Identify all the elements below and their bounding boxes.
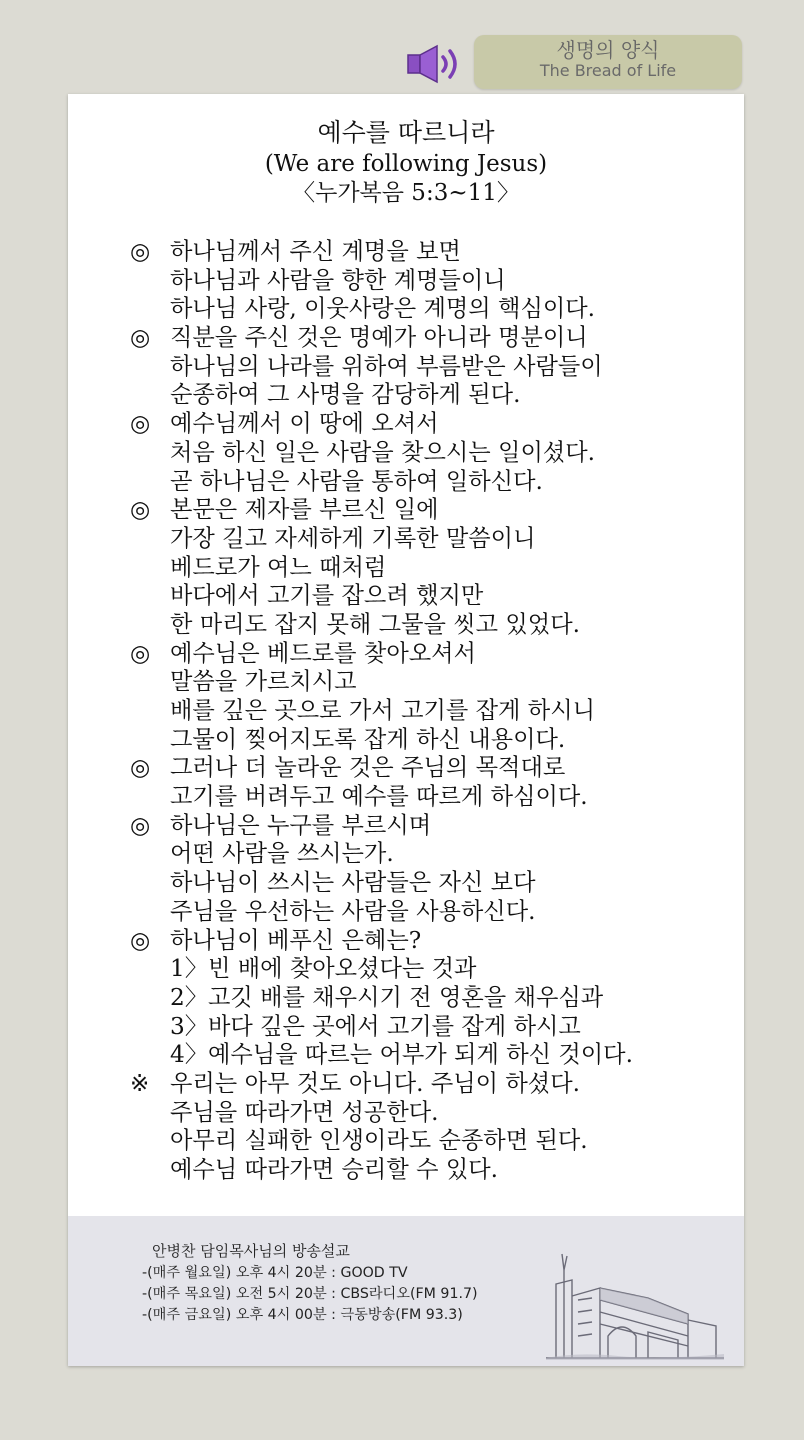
sermon-line-text: 그러나 더 놀라운 것은 주님의 목적대로 [170, 754, 566, 782]
sermon-line [130, 898, 740, 927]
sermon-line-text: 고기를 버려두고 예수를 따르게 하심이다. [170, 783, 588, 811]
sermon-line-text: 하나님과 사람을 향한 계명들이니 [170, 266, 506, 294]
sermon-line-text: 주님을 따라가면 성공한다. [170, 1098, 439, 1126]
sermon-subtitle: (We are following Jesus) [264, 151, 548, 177]
sermon-line [130, 697, 740, 726]
sermon-line [130, 1156, 740, 1185]
sermon-line-text: 예수님께서 이 땅에 오셔서 [170, 410, 439, 438]
broadcast-heading: 안병찬 담임목사님의 방송설교 [152, 1242, 350, 1260]
note-mark: ※ [130, 1069, 150, 1097]
sermon-line-text: 3〉바다 깊은 곳에서 고기를 잡게 하시고 [170, 1012, 581, 1040]
sermon-line [130, 410, 740, 439]
sermon-line [130, 295, 740, 324]
sermon-line [130, 840, 740, 869]
sermon-line [130, 353, 740, 382]
sermon-line-text: 하나님의 나라를 위하여 부름받은 사람들이 [170, 352, 603, 380]
sermon-line-text: 말씀을 가르치시고 [170, 668, 357, 696]
speaker-icon[interactable] [405, 42, 469, 86]
sermon-line [130, 582, 740, 611]
sermon-line [130, 869, 740, 898]
brand-name-english: The Bread of Life [539, 61, 677, 80]
sermon-line-text: 그물이 찢어지도록 잡게 하신 내용이다. [170, 725, 566, 753]
sermon-line [130, 1070, 740, 1099]
sermon-line-text: 곧 하나님은 사람을 통하여 일하신다. [170, 467, 543, 495]
sermon-line-text: 2〉고깃 배를 채우시기 전 영혼을 채우심과 [170, 983, 604, 1011]
scripture-reference: 〈누가복음 5:3~11〉 [292, 180, 520, 206]
sermon-line-text: 하나님이 쓰시는 사람들은 자신 보다 [170, 869, 536, 897]
church-building-icon [538, 1240, 728, 1362]
broadcast-footer [68, 1216, 744, 1366]
broadcast-item: -(매주 월요일) 오후 4시 20분 : GOOD TV [142, 1265, 408, 1281]
bullet-mark: ◎ [130, 496, 151, 524]
sermon-line-text: 어떤 사람을 쓰시는가. [170, 840, 394, 868]
bullet-mark: ◎ [130, 754, 151, 782]
sermon-line-text: 예수님 따라가면 승리할 수 있다. [170, 1156, 499, 1183]
sermon-line [130, 812, 740, 841]
sermon-line [130, 496, 740, 525]
sermon-line [130, 1127, 740, 1156]
sermon-line-text: 아무리 실패한 인생이라도 순종하면 된다. [170, 1127, 588, 1155]
sermon-line-text: 하나님께서 주신 계명을 보면 [170, 238, 461, 265]
sermon-line-text: 바다에서 고기를 잡으려 했지만 [170, 582, 484, 610]
bullet-mark: ◎ [130, 639, 151, 667]
sermon-line-text: 하나님은 누구를 부르시며 [170, 811, 432, 839]
sermon-line-text: 처음 하신 일은 사람을 찾으시는 일이셨다. [170, 438, 596, 466]
sermon-body [130, 238, 740, 1185]
bullet-mark: ◎ [130, 410, 151, 438]
broadcast-item: -(매주 목요일) 오전 5시 20분 : CBS라디오(FM 91.7) [142, 1286, 478, 1302]
sermon-line-text: 한 마리도 잡지 못해 그물을 씻고 있었다. [170, 610, 580, 638]
sermon-line-text: 가장 길고 자세하게 기록한 말씀이니 [170, 524, 536, 552]
sermon-line [130, 640, 740, 669]
sermon-line [130, 955, 740, 984]
sermon-line [130, 267, 740, 296]
bullet-mark: ◎ [130, 324, 151, 352]
brand-badge [474, 35, 742, 89]
sermon-line [130, 1013, 740, 1042]
sermon-line-text: 직분을 주신 것은 명예가 아니라 명분이니 [170, 324, 588, 352]
sermon-line-text: 순종하여 그 사명을 감당하게 된다. [170, 381, 521, 409]
sermon-line [130, 468, 740, 497]
sermon-line-text: 하나님이 베푸신 은혜는? [170, 926, 422, 954]
sermon-line [130, 984, 740, 1013]
broadcast-list [142, 1263, 478, 1326]
sermon-line-text: 예수님은 베드로를 찾아오셔서 [170, 639, 476, 667]
sermon-line [130, 381, 740, 410]
broadcast-item: -(매주 금요일) 오후 4시 00분 : 극동방송(FM 93.3) [142, 1307, 463, 1323]
sermon-line [130, 668, 740, 697]
sermon-line [130, 754, 740, 783]
sermon-line [130, 439, 740, 468]
sermon-line-text: 하나님 사랑, 이웃사랑은 계명의 핵심이다. [170, 295, 596, 323]
sermon-line [130, 238, 740, 267]
sermon-line-text: 4〉예수님을 따르는 어부가 되게 하신 것이다. [170, 1041, 633, 1069]
sermon-title: 예수를 따르니라 [317, 118, 495, 147]
sermon-line [130, 1041, 740, 1070]
sermon-line [130, 324, 740, 353]
sermon-line [130, 554, 740, 583]
bullet-mark: ◎ [130, 238, 151, 265]
sermon-line-text: 주님을 우선하는 사람을 사용하신다. [170, 897, 536, 925]
bullet-mark: ◎ [130, 926, 151, 954]
bullet-mark: ◎ [130, 811, 151, 839]
sermon-line-text: 본문은 제자를 부르신 일에 [170, 496, 439, 524]
sermon-line [130, 927, 740, 956]
sermon-line [130, 783, 740, 812]
sermon-header [68, 116, 744, 208]
sermon-line [130, 1099, 740, 1128]
sermon-line [130, 525, 740, 554]
sermon-line-text: 우리는 아무 것도 아니다. 주님이 하셨다. [170, 1069, 580, 1097]
sermon-card [68, 94, 744, 1366]
sermon-line [130, 611, 740, 640]
sermon-line-text: 1〉빈 배에 찾아오셨다는 것과 [170, 955, 477, 983]
sermon-line [130, 726, 740, 755]
brand-name-korean: 생명의 양식 [556, 38, 660, 62]
sermon-line-text: 배를 깊은 곳으로 가서 고기를 잡게 하시니 [170, 697, 596, 724]
sermon-line-text: 베드로가 여느 때처럼 [170, 553, 387, 581]
